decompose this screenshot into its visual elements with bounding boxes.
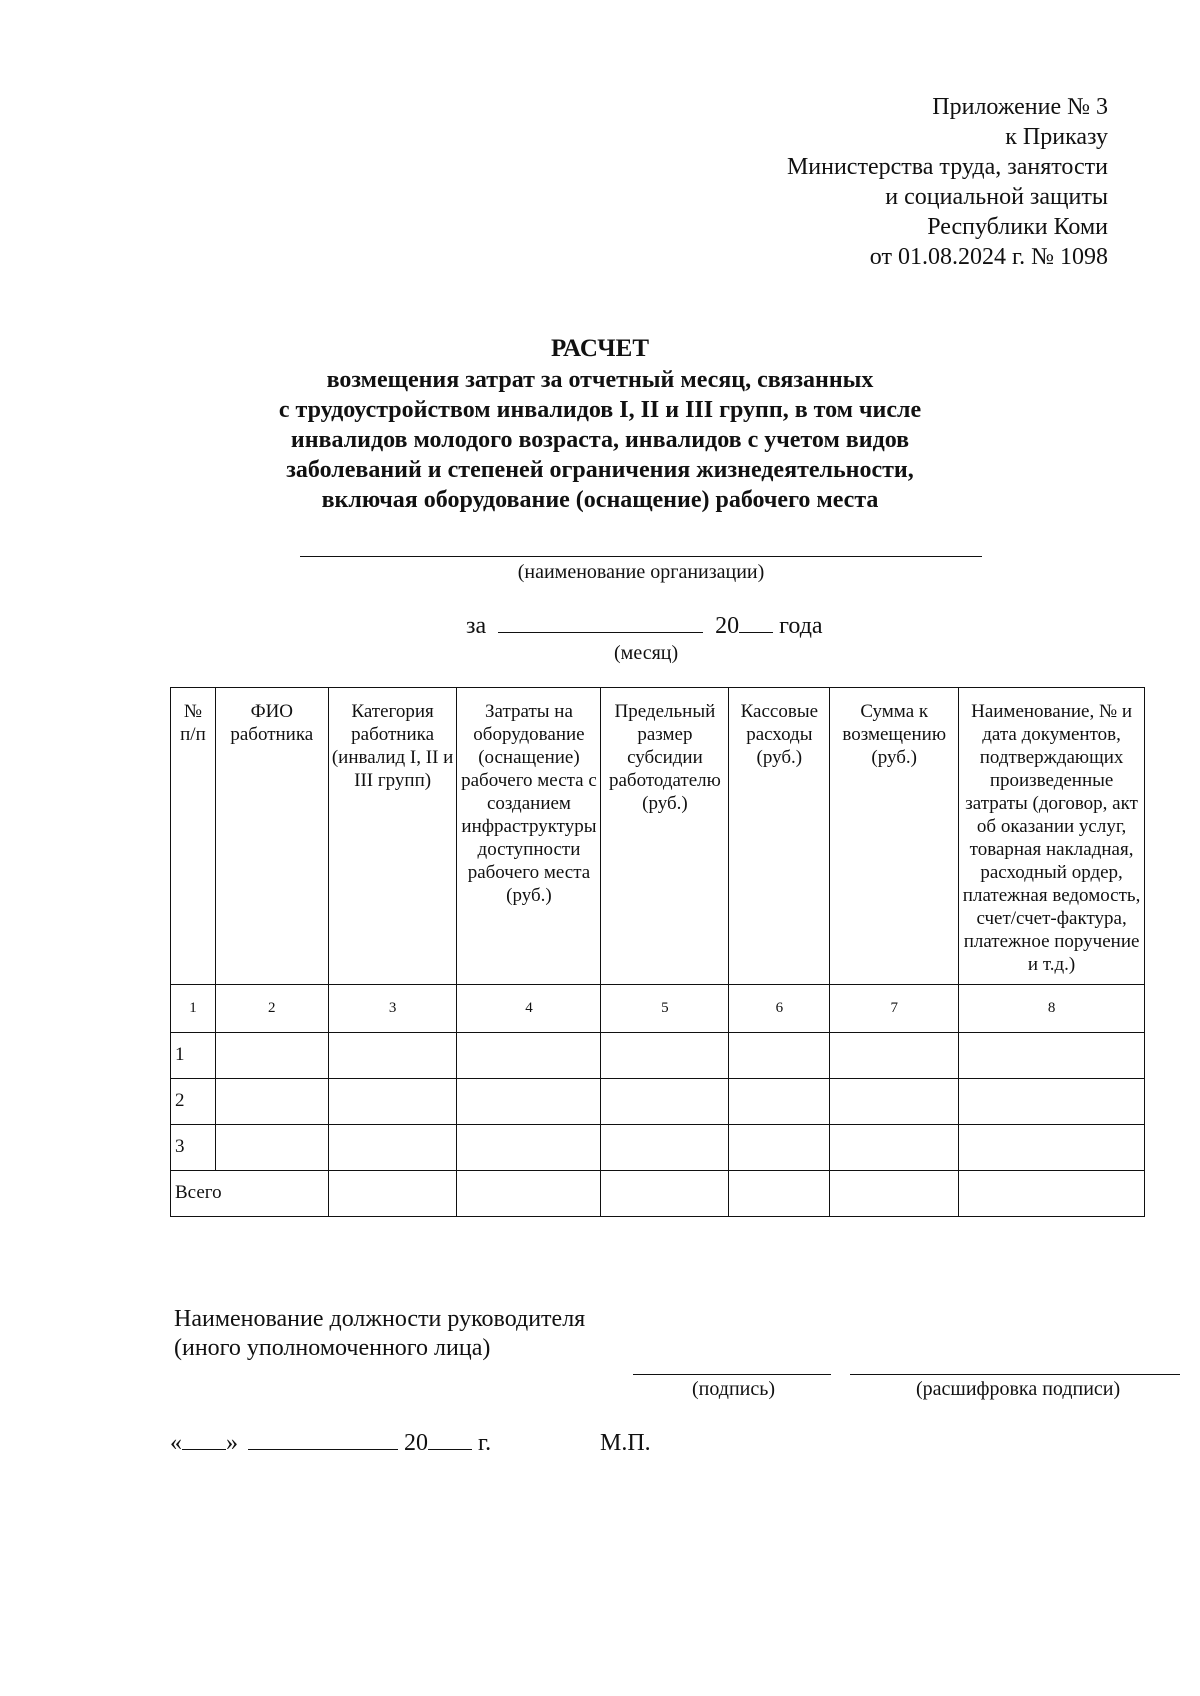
table-cell[interactable] [959, 1171, 1145, 1217]
manager-title: Наименование должности руководителя [174, 1306, 586, 1332]
table-cell[interactable] [457, 1079, 601, 1125]
table-cell[interactable] [830, 1125, 959, 1171]
organization-caption: (наименование организации) [517, 561, 765, 583]
date-month-blank[interactable] [248, 1431, 398, 1450]
table-cell[interactable] [959, 1079, 1145, 1125]
table-cell[interactable] [215, 1079, 328, 1125]
appendix-block [787, 92, 1108, 272]
table-cell[interactable] [328, 1079, 457, 1125]
manager-subtitle: (иного уполномоченного лица) [174, 1335, 491, 1361]
appendix-line: Республики Коми [927, 214, 1108, 240]
date-year-prefix: 20 [404, 1430, 428, 1456]
title-line: включая оборудование (оснащение) рабочего места [321, 487, 879, 513]
table-row [171, 1079, 1145, 1125]
row-number: 3 [171, 1125, 216, 1171]
table-header-cell: Кассовые расходы (руб.) [729, 688, 830, 985]
total-row [171, 1171, 1145, 1217]
table-row [171, 1125, 1145, 1171]
title-line: возмещения затрат за отчетный месяц, связанных [326, 367, 874, 393]
column-number: 1 [171, 985, 216, 1033]
month-blank[interactable] [498, 614, 703, 633]
date-close-quote: » [226, 1430, 238, 1456]
table-header-cell: Категория работника (инвалид I, II и III групп) [328, 688, 457, 985]
signature-decode-blank-line[interactable] [850, 1374, 1180, 1375]
period-prefix: за [466, 613, 487, 639]
table-cell[interactable] [959, 1033, 1145, 1079]
document-title [0, 333, 1200, 515]
table-cell[interactable] [328, 1171, 457, 1217]
table-cell[interactable] [729, 1079, 830, 1125]
table-cell[interactable] [457, 1125, 601, 1171]
day-blank[interactable] [182, 1431, 226, 1450]
table-cell[interactable] [601, 1125, 729, 1171]
table-cell[interactable] [729, 1171, 830, 1217]
signature-decode-caption: (расшифровка подписи) [916, 1378, 1121, 1400]
table-header-cell: Предельный размер субсидии работодателю (руб.) [601, 688, 729, 985]
year-blank[interactable] [739, 614, 773, 633]
row-number: 1 [171, 1033, 216, 1079]
appendix-line: от 01.08.2024 г. № 1098 [869, 244, 1108, 270]
month-caption: (месяц) [614, 642, 679, 664]
table-header-cell: Сумма к возмещению (руб.) [830, 688, 959, 985]
title-main: РАСЧЕТ [550, 335, 649, 362]
table-cell[interactable] [215, 1033, 328, 1079]
table-cell[interactable] [830, 1171, 959, 1217]
calculation-table [170, 687, 1145, 1217]
appendix-line: к Приказу [1005, 124, 1108, 150]
period-line [466, 613, 823, 640]
total-label: Всего [171, 1171, 329, 1217]
table-header-cell: Затраты на оборудование (оснащение) рабочего места с созданием инфраструктуры доступности рабочего места (руб.) [457, 688, 601, 985]
signature-blank-line[interactable] [633, 1374, 831, 1375]
title-line: с трудоустройством инвалидов I, II и III групп, в том числе [278, 397, 922, 423]
table-cell[interactable] [729, 1033, 830, 1079]
date-year-suffix: г. [478, 1430, 492, 1456]
table-header-row [171, 688, 1145, 985]
table-header-cell: № п/п [171, 688, 216, 985]
column-number: 5 [601, 985, 729, 1033]
column-number: 7 [830, 985, 959, 1033]
organization-blank-line[interactable] [300, 556, 982, 557]
column-number: 2 [215, 985, 328, 1033]
table-header-cell: Наименование, № и дата документов, подтверждающих произведенные затраты (договор, акт об оказании услуг, товарная накладная, расходный ордер, платежная ведомость, счет/счет-фактура, платежное поручение и т.д.) [959, 688, 1145, 985]
period-year-prefix: 20 [715, 613, 740, 639]
title-line: заболеваний и степеней ограничения жизнедеятельности, [286, 457, 914, 483]
table-cell[interactable] [729, 1125, 830, 1171]
table-cell[interactable] [830, 1079, 959, 1125]
date-open-quote: « [170, 1430, 182, 1456]
column-number-row [171, 985, 1145, 1033]
period-suffix: года [779, 613, 823, 639]
table-row [171, 1033, 1145, 1079]
table-cell[interactable] [328, 1125, 457, 1171]
appendix-line: и социальной защиты [885, 184, 1108, 210]
column-number: 3 [328, 985, 457, 1033]
row-number: 2 [171, 1079, 216, 1125]
column-number: 6 [729, 985, 830, 1033]
table-cell[interactable] [601, 1079, 729, 1125]
table-cell[interactable] [328, 1033, 457, 1079]
column-number: 4 [457, 985, 601, 1033]
table-cell[interactable] [601, 1171, 729, 1217]
table-cell[interactable] [457, 1171, 601, 1217]
date-year-blank[interactable] [428, 1431, 472, 1450]
manager-block [174, 1305, 585, 1363]
signature-caption: (подпись) [692, 1378, 776, 1400]
appendix-line: Министерства труда, занятости [786, 154, 1108, 180]
date-line [170, 1430, 491, 1457]
title-line: инвалидов молодого возраста, инвалидов с учетом видов [290, 427, 910, 453]
column-number: 8 [959, 985, 1145, 1033]
table-cell[interactable] [457, 1033, 601, 1079]
table-cell[interactable] [601, 1033, 729, 1079]
stamp-label: М.П. [600, 1430, 651, 1456]
table-header-cell: ФИО работника [215, 688, 328, 985]
table-cell[interactable] [830, 1033, 959, 1079]
appendix-line: Приложение № 3 [932, 94, 1108, 120]
table-cell[interactable] [215, 1125, 328, 1171]
table-cell[interactable] [959, 1125, 1145, 1171]
